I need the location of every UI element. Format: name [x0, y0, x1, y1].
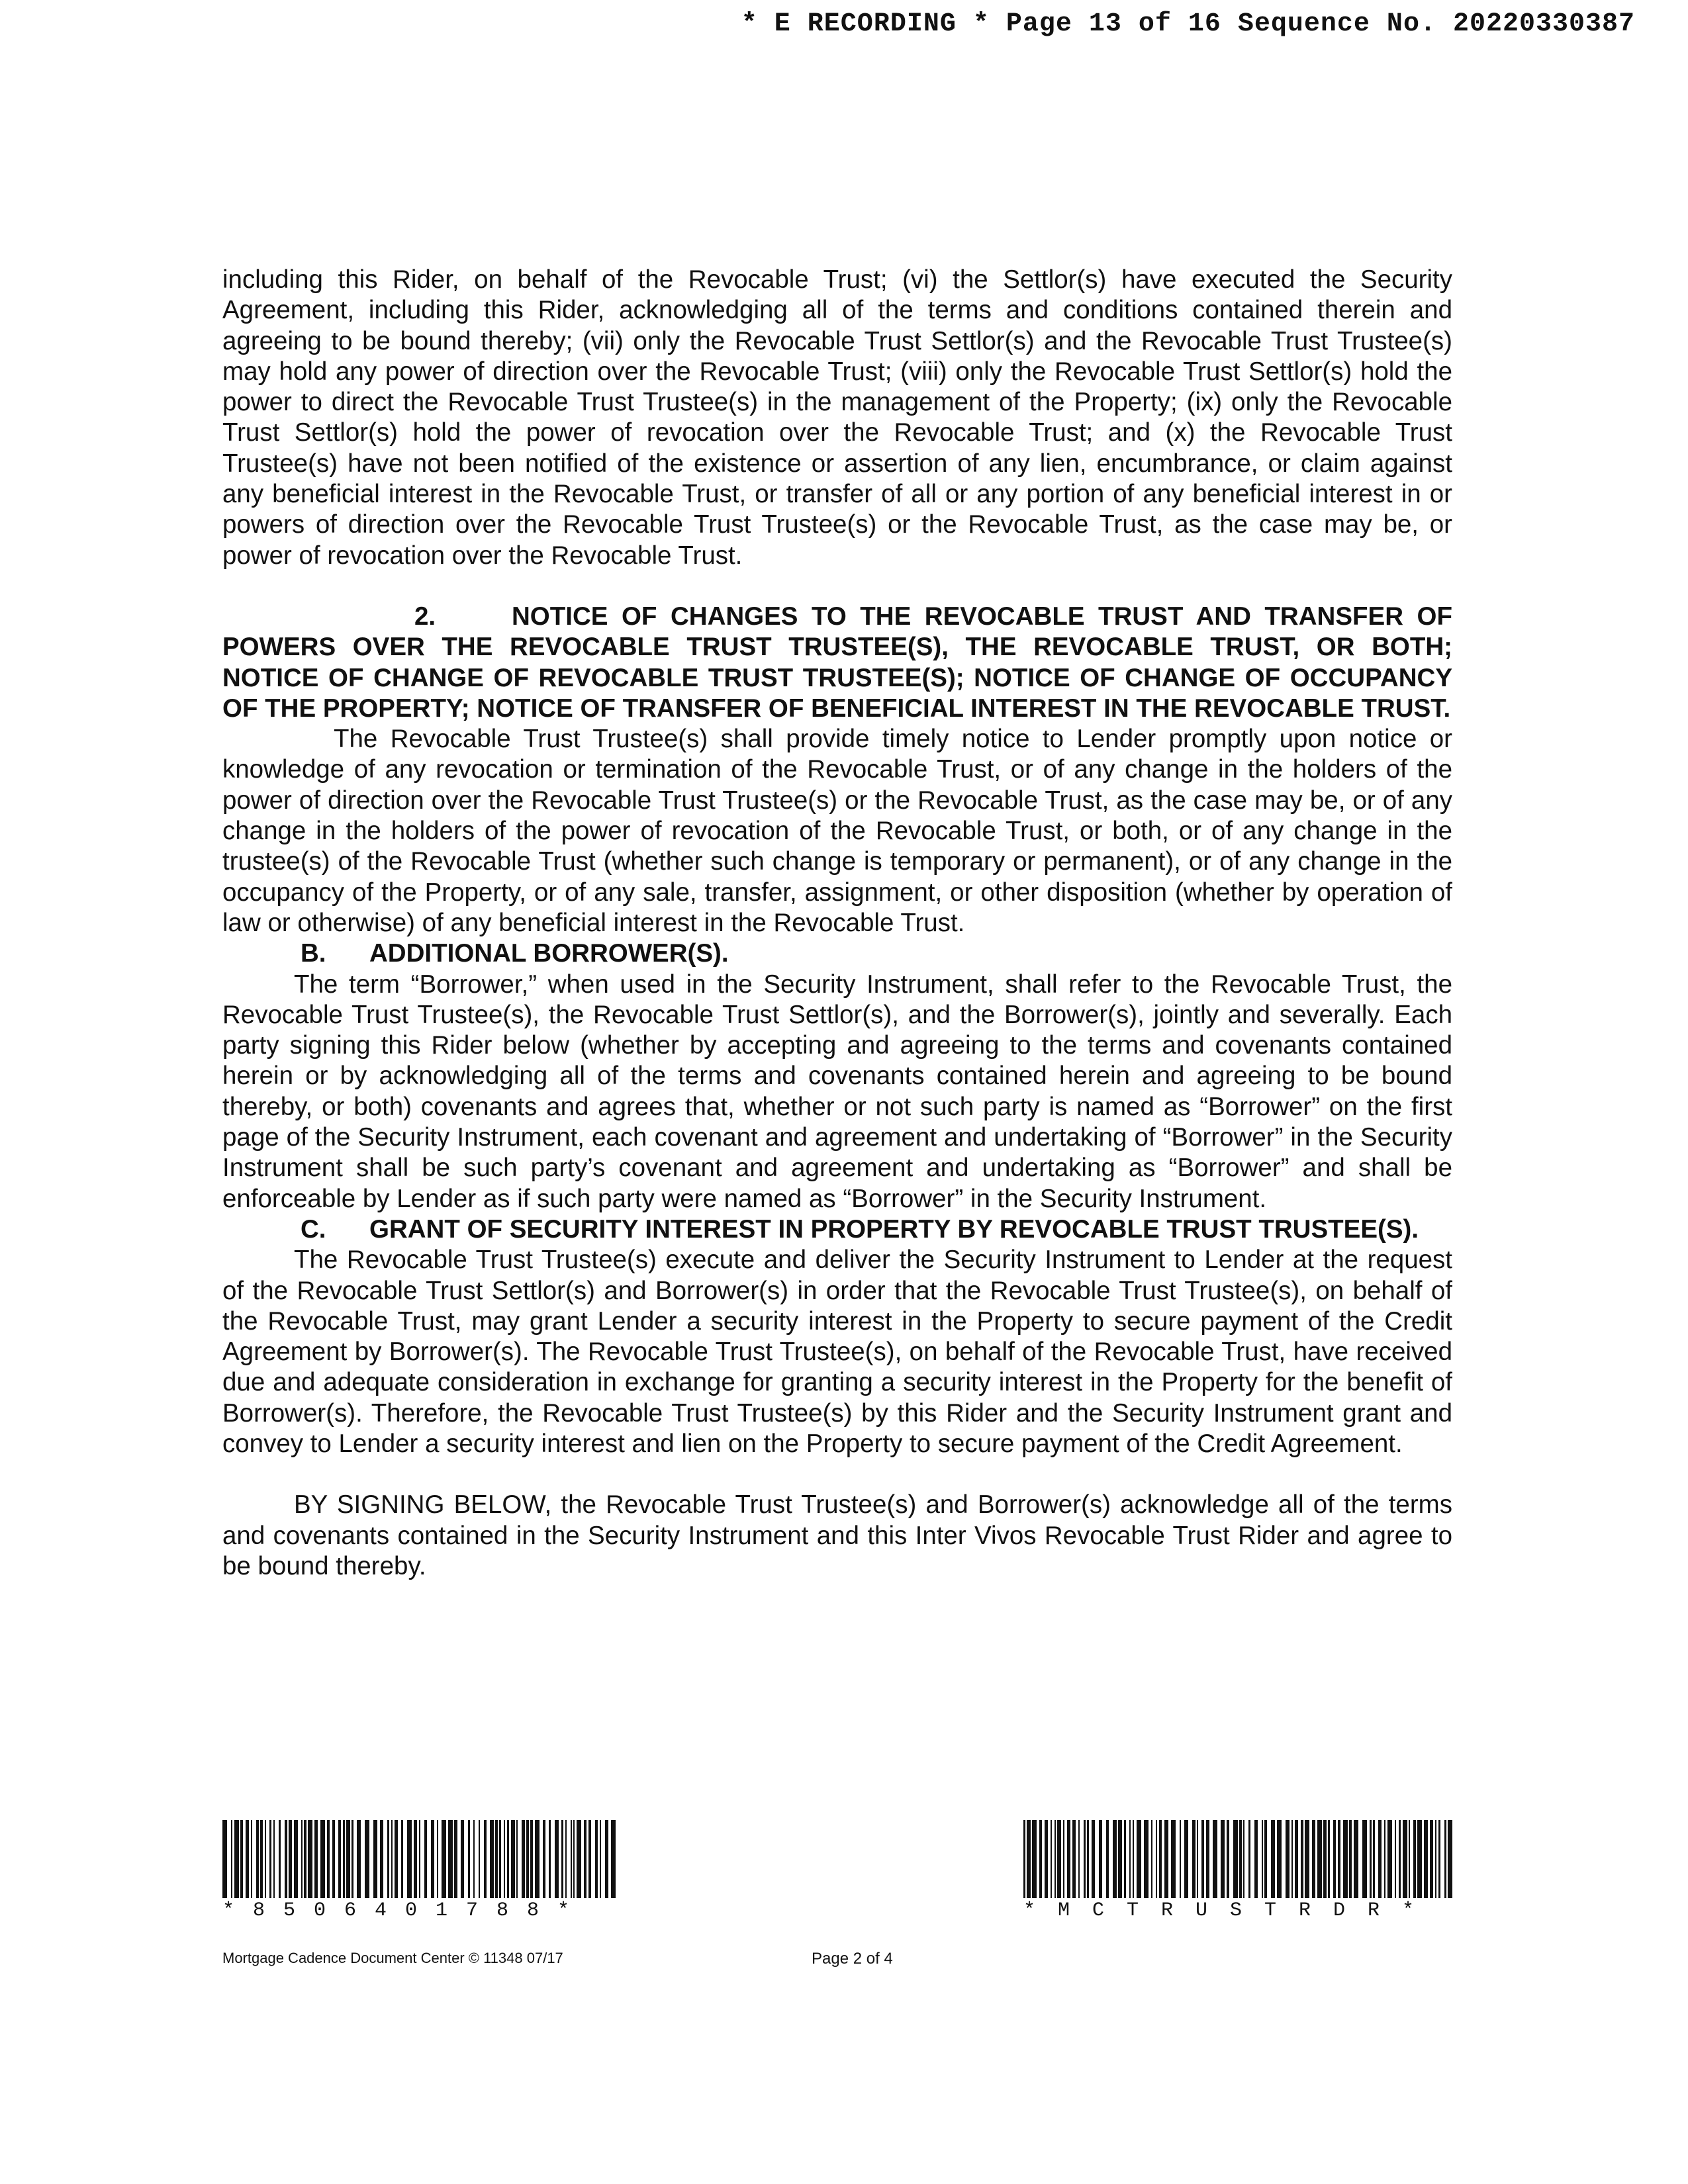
barcode-bar: [395, 1820, 398, 1898]
barcode-bar: [1277, 1820, 1282, 1898]
barcode-bar: [332, 1820, 335, 1898]
barcode-bar: [1227, 1820, 1229, 1898]
barcode-bar: [265, 1820, 266, 1898]
barcode-bar: [246, 1820, 249, 1898]
barcode-bar: [1221, 1820, 1225, 1898]
barcode-bar: [448, 1820, 453, 1898]
barcode-bar: [1430, 1820, 1433, 1898]
barcode-bar: [1417, 1820, 1422, 1898]
barcode-bar: [1106, 1820, 1109, 1898]
barcode-bar: [1084, 1820, 1086, 1898]
barcode-bar: [320, 1820, 325, 1898]
barcode-bar: [605, 1820, 608, 1898]
barcode-bar: [346, 1820, 350, 1898]
barcode-bar: [573, 1820, 575, 1898]
barcode-bar: [1078, 1820, 1080, 1898]
barcode-bar: [273, 1820, 275, 1898]
barcode-bar: [431, 1820, 434, 1898]
barcode-bar: [1171, 1820, 1176, 1898]
recording-header: * E RECORDING * Page 13 of 16 Sequence No. 20220330387: [741, 9, 1635, 39]
barcode-bar: [419, 1820, 420, 1898]
barcode-bar: [338, 1820, 341, 1898]
barcode-bar: [1063, 1820, 1064, 1898]
barcode-bar: [1164, 1820, 1168, 1898]
barcode-bar: [600, 1820, 601, 1898]
barcode-bar: [571, 1820, 572, 1898]
section-2-title: NOTICE OF CHANGES TO THE REVOCABLE TRUST AND TRANSFER OF POWERS OVER THE REVOCABLE TRUST TRUSTEE(S), THE REVOCABLE TRUST, OR BOTH; NOTICE OF CHANGE OF REVOCABLE TRUST TRUSTEE(S); NOTICE OF CHANGE OF OCCUPANCY OF THE PROPERTY; NOTICE OF TRANSFER OF BENEFICIAL INTEREST IN THE REVOCABLE TRUST.: [222, 602, 1452, 723]
barcode-bar: [479, 1820, 480, 1898]
barcode-bar: [1248, 1820, 1250, 1898]
barcode-bar: [1362, 1820, 1367, 1898]
barcode-bar: [495, 1820, 498, 1898]
barcode-bar: [1137, 1820, 1141, 1898]
barcode-bar: [391, 1820, 393, 1898]
barcode-bar: [1444, 1820, 1446, 1898]
section-b-title: ADDITIONAL BORROWER(S).: [369, 939, 729, 968]
barcode-bar: [522, 1820, 525, 1898]
barcode-bar: [1055, 1820, 1056, 1898]
barcode-bar: [1413, 1820, 1416, 1898]
barcode-bar: [1133, 1820, 1134, 1898]
barcode-bar: [1338, 1820, 1340, 1898]
barcode-bar: [555, 1820, 559, 1898]
barcode-bar: [251, 1820, 252, 1898]
barcode-bar: [1343, 1820, 1348, 1898]
barcode-bar: [584, 1820, 586, 1898]
barcode-left-bars: [222, 1820, 616, 1898]
barcode-bar: [577, 1820, 581, 1898]
barcode-bar: [1206, 1820, 1209, 1898]
barcode-bar: [352, 1820, 353, 1898]
section-2-heading: [222, 602, 1452, 724]
barcode-bar: [461, 1820, 464, 1898]
barcode-bar: [304, 1820, 306, 1898]
barcode-bar: [294, 1820, 298, 1898]
barcode-bar: [437, 1820, 438, 1898]
barcode-bar: [1399, 1820, 1401, 1898]
barcode-bar: [357, 1820, 361, 1898]
barcode-bar: [1092, 1820, 1095, 1898]
section-2-number: 2.: [414, 602, 436, 631]
barcode-bar: [1239, 1820, 1242, 1898]
barcode-left: [222, 1820, 616, 1922]
section-c-letter: C.: [301, 1214, 326, 1244]
barcode-bar: [504, 1820, 505, 1898]
barcode-bar: [516, 1820, 518, 1898]
document-body: [222, 265, 1452, 1582]
barcode-bar: [1295, 1820, 1298, 1898]
barcode-bar: [1051, 1820, 1052, 1898]
barcode-bar: [1113, 1820, 1117, 1898]
section-b-heading: [222, 938, 1452, 969]
barcode-bar: [1197, 1820, 1198, 1898]
barcode-bar: [1023, 1820, 1025, 1898]
barcode-bar: [1233, 1820, 1238, 1898]
barcode-bar: [499, 1820, 501, 1898]
barcode-bar: [222, 1820, 227, 1898]
barcode-bar: [1305, 1820, 1309, 1898]
barcode-bar: [1032, 1820, 1037, 1898]
barcode-bar: [314, 1820, 318, 1898]
barcode-right-digits: *MCTRUSTRDR*: [1023, 1899, 1437, 1922]
barcode-bar: [1254, 1820, 1258, 1898]
barcode-bar: [1373, 1820, 1375, 1898]
barcode-bar: [1328, 1820, 1330, 1898]
section-c-title: GRANT OF SECURITY INTEREST IN PROPERTY BY REVOCABLE TRUST TRUSTEE(S).: [369, 1214, 1419, 1244]
barcode-right: [1023, 1820, 1452, 1922]
barcode-bar: [1301, 1820, 1303, 1898]
barcode-bar: [373, 1820, 377, 1898]
barcode-bar: [1378, 1820, 1382, 1898]
barcode-bar: [484, 1820, 487, 1898]
barcode-bar: [301, 1820, 303, 1898]
barcode-bar: [1262, 1820, 1263, 1898]
barcode-bar: [1072, 1820, 1076, 1898]
barcode-bar: [1264, 1820, 1267, 1898]
barcode-bar: [442, 1820, 446, 1898]
barcode-bar: [511, 1820, 515, 1898]
barcode-bar: [234, 1820, 239, 1898]
barcode-bar: [289, 1820, 292, 1898]
barcode-bar: [1057, 1820, 1061, 1898]
barcode-bar: [595, 1820, 598, 1898]
barcode-bar: [365, 1820, 369, 1898]
section-c-paragraph: The Revocable Trust Trustee(s) execute and deliver the Security Instrument to Lender at the request of the Revocable Trust Settlor(s) and Borrower(s) in order that the Revocable Trust Trustee(s), on behalf of the Revocable Trust, may grant Lender a security interest in the Property to secure payment of the Credit Agreement by Borrower(s). The Revocable Trust Trustee(s), on behalf of the Revocable Trust, have received due and adequate consideration in exchange for granting a security interest in the Property for the benefit of Borrower(s). Therefore, the Revocable Trust Trustee(s) by this Rider and the Security Instrument grant and convey to Lender a security interest and lien on the Property to secure payment of the Credit Agreement.: [222, 1246, 1452, 1458]
barcode-bar: [507, 1820, 509, 1898]
barcode-bar: [1045, 1820, 1048, 1898]
barcode-bar: [1087, 1820, 1089, 1898]
barcode-bar: [454, 1820, 457, 1898]
barcode-bar: [414, 1820, 417, 1898]
barcode-bar: [1192, 1820, 1196, 1898]
barcode-bar: [473, 1820, 475, 1898]
barcode-bar: [1151, 1820, 1152, 1898]
barcode-bar: [231, 1820, 232, 1898]
barcode-bar: [1144, 1820, 1149, 1898]
barcode-bar: [565, 1820, 567, 1898]
barcode-bar: [387, 1820, 389, 1898]
page-indicator: Page 2 of 4: [812, 1950, 893, 1968]
barcode-bar: [1271, 1820, 1275, 1898]
signing-paragraph: BY SIGNING BELOW, the Revocable Trust Trustee(s) and Borrower(s) acknowledge all of the terms and covenants contained in the Security Instrument and this Inter Vivos Revocable Trust Rider and agree to be bound thereby.: [222, 1490, 1452, 1580]
barcode-bar: [279, 1820, 281, 1898]
barcode-bar: [308, 1820, 312, 1898]
barcode-bar: [561, 1820, 563, 1898]
section-b-paragraph: The term “Borrower,” when used in the Security Instrument, shall refer to the Revocable Trust, the Revocable Trust Trustee(s), the Revocable Trust Settlor(s), and the Borrower(s), jointly and severally. Each party signing this Rider below (whether by accepting and agreeing to the terms and covenants contained herein or by acknowledging all of the terms and covenants contained herein and agreeing to be bound thereby, or both) covenants and agrees that, whether or not such party is named as “Borrower” on the first page of the Security Instrument, each covenant and agreement and undertaking of “Borrower” in the Security Instrument shall be such party’s covenant and agreement and undertaking as “Borrower” and shall be enforceable by Lender as if such party were named as “Borrower” in the Security Instrument.: [222, 970, 1452, 1213]
barcode-bar: [1395, 1820, 1396, 1898]
barcode-bar: [1384, 1820, 1385, 1898]
barcode-bar: [1317, 1820, 1322, 1898]
barcode-bar: [1438, 1820, 1440, 1898]
barcode-bar: [1312, 1820, 1315, 1898]
continued-paragraph: including this Rider, on behalf of the Revocable Trust; (vi) the Settlor(s) have executed the Security Agreement, including this Rider, acknowledging all of the terms and conditions contained therein and agreeing to be bound thereby; (vii) only the Revocable Trust Settlor(s) and the Revocable Trust Trustee(s) may hold any power of direction over the Revocable Trust; (viii) only the Revocable Trust Settlor(s) hold the power to direct the Revocable Trust Trustee(s) in the management of the Property; (ix) only the Revocable Trust Settlor(s) hold the power of revocation over the Revocable Trust; and (x) the Revocable Trust Trustee(s) have not been notified of the existence or assertion of any lien, encumbrance, or claim against any beneficial interest in the Revocable Trust, or transfer of all or any portion of any beneficial interest in or powers of direction over the Revocable Trust Trustee(s) or the Revocable Trust, as the case may be, or power of revocation over the Revocable Trust.: [222, 265, 1452, 570]
barcode-bar: [1387, 1820, 1392, 1898]
barcode-bar: [588, 1820, 591, 1898]
barcode-bar: [1180, 1820, 1181, 1898]
barcode-bar: [1323, 1820, 1327, 1898]
section-c-heading: [222, 1214, 1452, 1245]
barcode-bar: [526, 1820, 529, 1898]
barcode-bar: [1333, 1820, 1336, 1898]
barcode-bar: [1349, 1820, 1352, 1898]
barcode-bar: [1129, 1820, 1131, 1898]
barcode-bar: [424, 1820, 427, 1898]
barcode-bar: [490, 1820, 494, 1898]
barcode-bar: [1201, 1820, 1204, 1898]
copyright-line: Mortgage Cadence Document Center © 11348 07/17: [222, 1950, 563, 1966]
barcode-bar: [401, 1820, 403, 1898]
barcode-bar: [1159, 1820, 1162, 1898]
barcode-bar: [1213, 1820, 1217, 1898]
section-b-letter: B.: [301, 939, 326, 968]
barcode-bar: [1409, 1820, 1410, 1898]
barcode-bar: [1448, 1820, 1452, 1898]
barcode-left-digits: *8506401788*: [222, 1899, 588, 1922]
barcode-bar: [1403, 1820, 1407, 1898]
barcode-bar: [535, 1820, 539, 1898]
barcode-bar: [1039, 1820, 1042, 1898]
barcode-bar: [1099, 1820, 1102, 1898]
barcode-bar: [1124, 1820, 1126, 1898]
barcode-bar: [260, 1820, 263, 1898]
barcode-bar: [468, 1820, 470, 1898]
barcode-bar: [530, 1820, 533, 1898]
barcode-bar: [1067, 1820, 1070, 1898]
barcode-bar: [1291, 1820, 1293, 1898]
barcode-bar: [1286, 1820, 1289, 1898]
barcode-bar: [343, 1820, 345, 1898]
barcode-bar: [1243, 1820, 1244, 1898]
barcode-bar: [407, 1820, 412, 1898]
barcode-bar: [1424, 1820, 1428, 1898]
barcode-right-bars: [1023, 1820, 1452, 1898]
barcode-bar: [611, 1820, 616, 1898]
barcode-bar: [256, 1820, 259, 1898]
barcode-bar: [1435, 1820, 1436, 1898]
barcode-bar: [327, 1820, 330, 1898]
barcode-bar: [1370, 1820, 1372, 1898]
barcode-bar: [549, 1820, 551, 1898]
barcode-bar: [1027, 1820, 1031, 1898]
section-2-paragraph: The Revocable Trust Trustee(s) shall provide timely notice to Lender promptly upon notice or knowledge of any revocation or termination of the Revocable Trust, or of any change in the holders of the power of direction over the Revocable Trust Trustee(s) or the Revocable Trust, as the case may be, or of any change in the holders of the power of revocation of the Revocable Trust, or both, or of any change in the trustee(s) of the Revocable Trust (whether such change is temporary or permanent), or of any change in the occupancy of the Property, or of any sale, transfer, assignment, or other disposition (whether by operation of law or otherwise) of any beneficial interest in the Revocable Trust.: [222, 725, 1452, 937]
barcode-bar: [1156, 1820, 1157, 1898]
barcode-bar: [543, 1820, 545, 1898]
barcode-bar: [1184, 1820, 1188, 1898]
barcode-bar: [240, 1820, 243, 1898]
barcode-bar: [380, 1820, 383, 1898]
barcode-bar: [285, 1820, 287, 1898]
barcode-bar: [1354, 1820, 1358, 1898]
barcode-bar: [1118, 1820, 1122, 1898]
barcode-bar: [269, 1820, 271, 1898]
